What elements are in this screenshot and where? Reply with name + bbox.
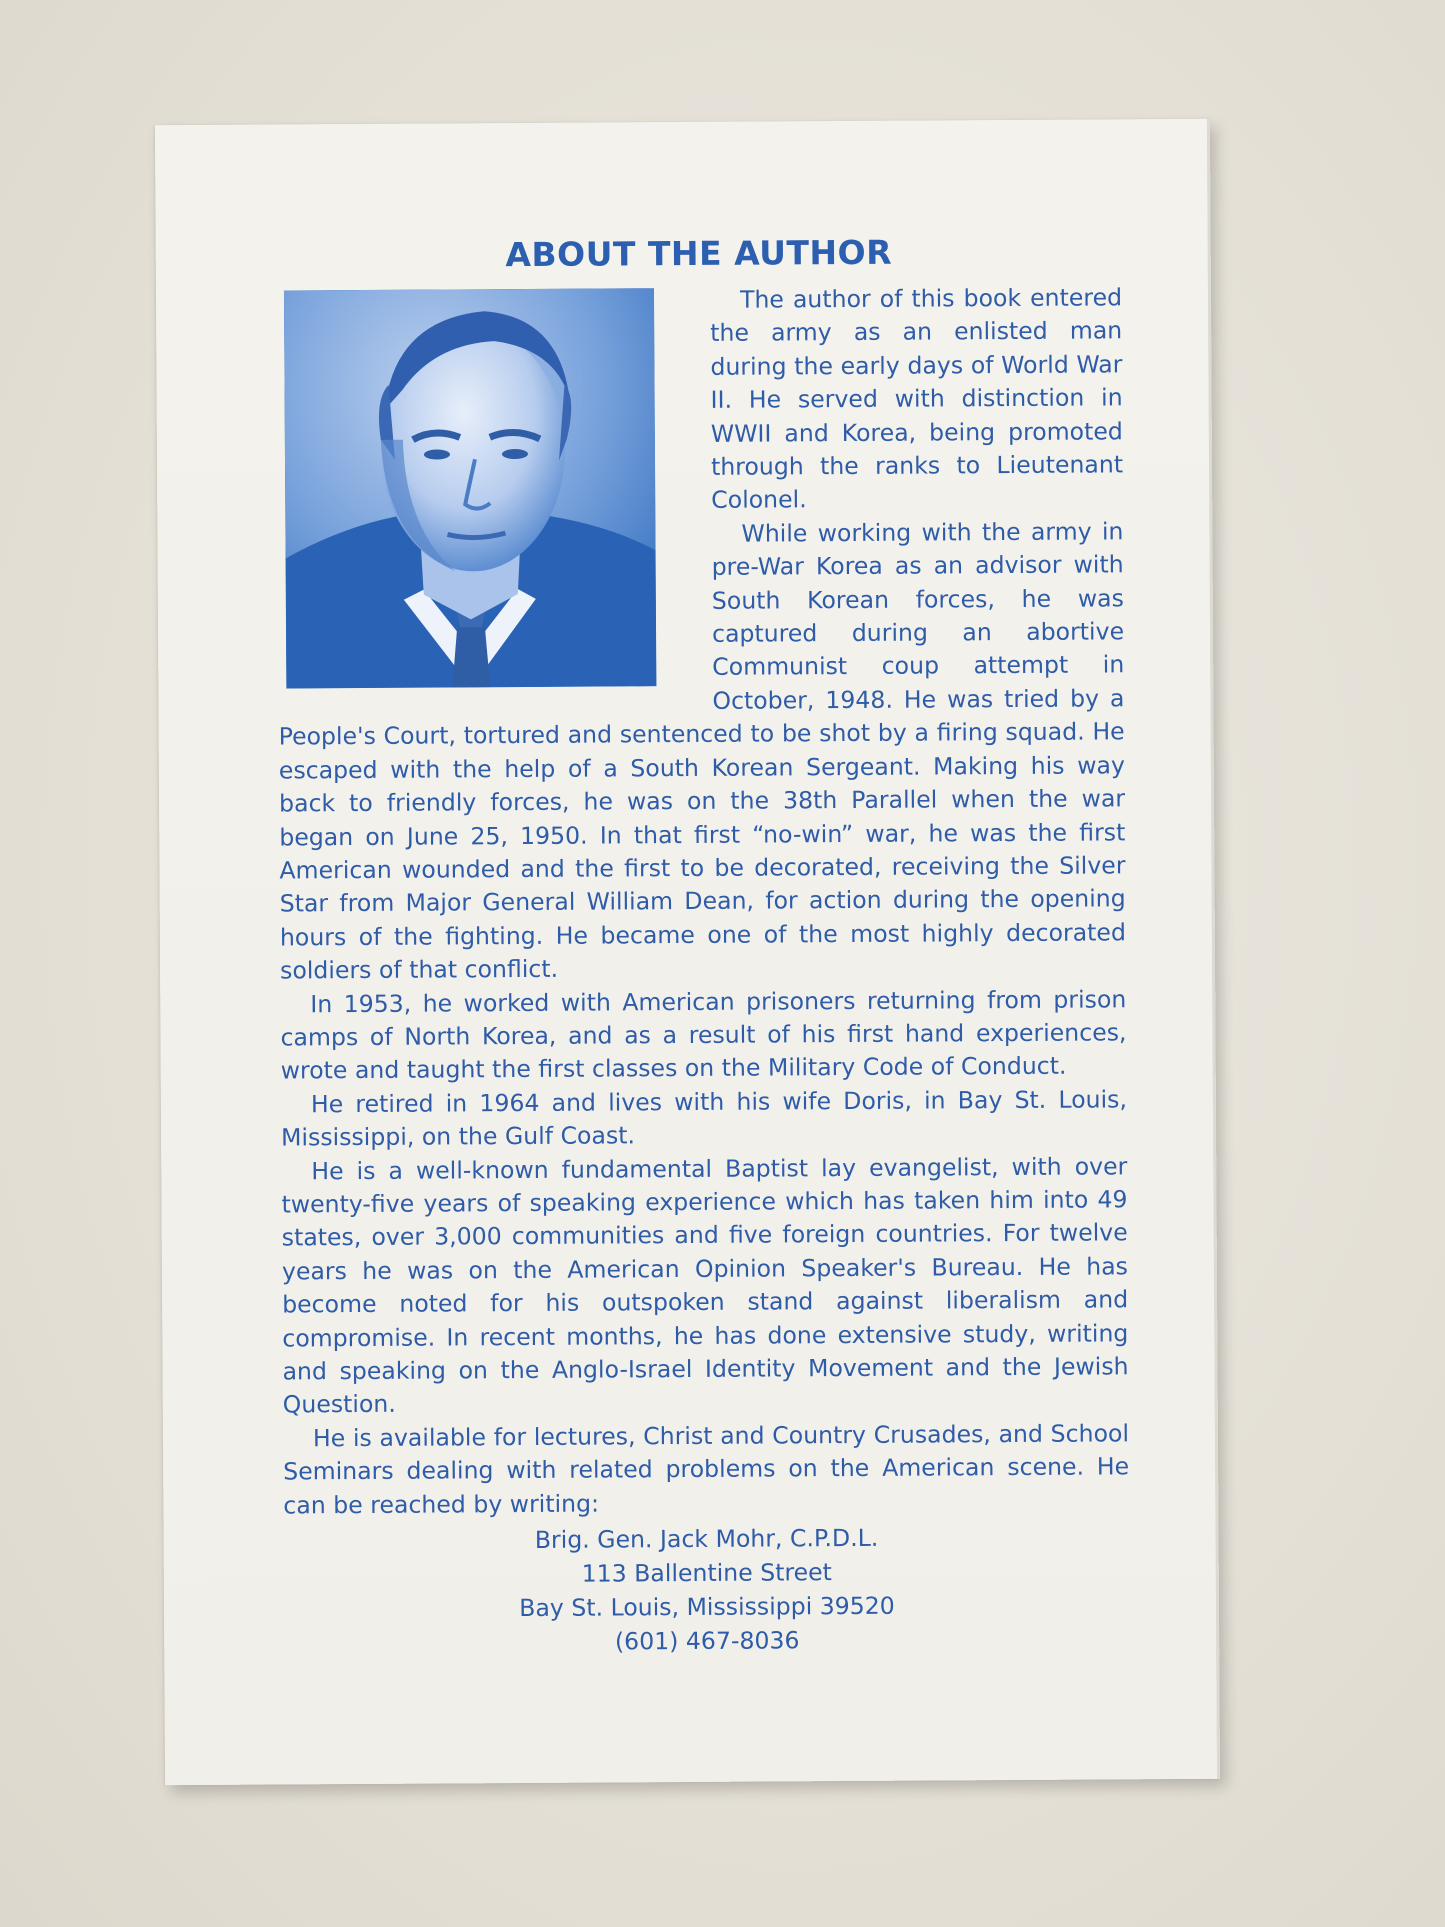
- address-name: Brig. Gen. Jack Mohr, C.P.D.L.: [534, 1523, 879, 1554]
- paragraph-6: He is available for lectures, Christ and Country Crusades, and School Seminars dealing with related problems on the American scene. He can be reached by writing:: [283, 1419, 1130, 1520]
- paragraph-4: He retired in 1964 and lives with his wife Doris, in Bay St. Louis, Mississippi, on the Gulf Coast.: [281, 1085, 1127, 1152]
- paragraph-3: In 1953, he worked with American prisoners returning from prison camps of North Korea, and as a result of his first hand experiences, wrote and taught the first classes on the Military Code of Conduct.: [280, 984, 1127, 1085]
- book-back-cover: [155, 119, 1220, 1785]
- author-portrait-icon: [284, 288, 656, 688]
- paragraph-5: He is a well-known fundamental Baptist lay evangelist, with over twenty-five years of speaking experience which has taken him into 49 states, over 3,000 communities and five foreign countries. For twelve years he was on the American Opinion Speaker's Bureau. He has become noted for his outspoken stand against liberalism and compromise. In recent months, he has done extensive study, writing and speaking on the Anglo-Israel Identity Movement and the Jewish Question.: [281, 1151, 1129, 1419]
- author-portrait-photo: [284, 288, 656, 688]
- page-title: ABOUT THE AUTHOR: [505, 232, 893, 275]
- address-city: Bay St. Louis, Mississippi 39520: [519, 1591, 895, 1623]
- paragraph-1: The author of this book entered the army as an enlisted man during the early days of World War II. He served with distinction in WWII and Korea, being promoted through the ranks to Lieutenant Colonel.: [710, 283, 1124, 515]
- contact-address: [283, 1519, 1130, 1660]
- paragraph-2: While working with the army in pre-War Korea as an advisor with South Korean forces, he was captured during an abortive Communist coup attempt in October, 1948. He was tried by a People's Court, tortured and sentenced to be shot by a firing squad. He escaped with the help of a South Korean Sergeant. Making his way back to friendly forces, he was on the 38th Parallel when the war began on June 25, 1950. In that first “no-win” war, he was the first American wounded and the first to be decorated, receiving the Silver Star from Major General William Dean, for action during the opening hours of the fighting. He became one of the most highly decorated soldiers of that conflict.: [278, 517, 1126, 985]
- about-the-author-section: [276, 231, 1131, 1660]
- address-phone: (601) 467-8036: [614, 1626, 800, 1656]
- address-street: 113 Ballentine Street: [581, 1558, 832, 1588]
